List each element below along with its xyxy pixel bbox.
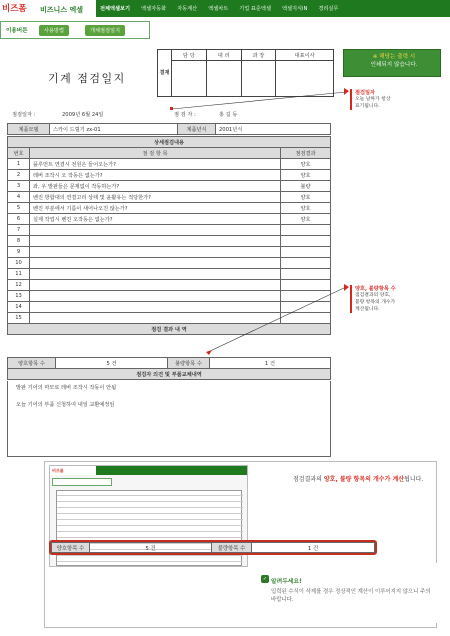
- zoom-callout-post: 됩니다.: [404, 476, 424, 483]
- nav-excel-chart[interactable]: 엑셀차트: [208, 6, 229, 12]
- opinion-line: 발판 기어의 마모로 레버 조작시 작동이 안됨: [16, 385, 117, 391]
- opinion-line: 오늘 기어의 부품 신청하여 내일 교환예정임: [16, 402, 115, 408]
- approval-header: 담 당: [172, 50, 207, 61]
- inspection-log-button[interactable]: 개체점검일지: [85, 25, 125, 36]
- mini-sheet-row: [57, 509, 243, 514]
- bad-count-value: 1 건: [210, 358, 331, 369]
- bad-count-label: 불량항목 수: [168, 358, 210, 369]
- tip-box: [249, 563, 439, 623]
- date-callout: [350, 89, 398, 110]
- row-result[interactable]: 양호: [281, 159, 331, 170]
- date-callout-body1: 오늘 날짜가 항상: [355, 97, 391, 102]
- nav-excel-knowledge[interactable]: 엑셀지식iN: [281, 6, 308, 12]
- inspector-label: 점 검 자 :: [174, 112, 196, 118]
- zoom-callout: [293, 474, 423, 483]
- nav-auto-calc[interactable]: 자동계산: [177, 6, 198, 12]
- row-number: 11: [8, 269, 30, 280]
- approval-header: 대표이사: [276, 50, 334, 61]
- mini-sheet-row: [57, 497, 243, 502]
- row-number: 13: [8, 291, 30, 302]
- row-result[interactable]: 양호: [281, 214, 331, 225]
- nav-all-excel[interactable]: 전체엑셀보기: [100, 6, 131, 12]
- mini-sheet-row: [57, 491, 243, 496]
- row-item[interactable]: 좌, 우 발판들은 문제없이 작동하는가?: [30, 181, 281, 192]
- inspector-value[interactable]: 홍 길 동: [219, 112, 238, 118]
- date-callout-body2: 표기됩니다.: [355, 104, 380, 109]
- count-callout-title: 양호, 불량항목 수: [355, 286, 396, 292]
- row-number: 12: [8, 280, 30, 291]
- row-result[interactable]: 양호: [281, 203, 331, 214]
- row-result[interactable]: 불량: [281, 181, 331, 192]
- tip-body: 입력된 수식이 삭제를 경우 정상적인 계산이 이루어지지 않으니 주의 바랍니다.: [271, 589, 431, 603]
- row-result[interactable]: 양호: [281, 170, 331, 181]
- logo-sub-text: 비즈니스 엑셀: [40, 6, 84, 14]
- row-number: 15: [8, 313, 30, 324]
- mini-sheet-row: [57, 557, 243, 562]
- good-count-value: 5 건: [56, 358, 168, 369]
- row-item[interactable]: 레버 조작시 오 작동은 없는가?: [30, 170, 281, 181]
- logo-main-text: 비즈폼: [2, 4, 27, 14]
- zoomed-bad-value: 1 건: [252, 543, 375, 553]
- summary-section-title: 점검 결과 내 역: [8, 324, 331, 335]
- row-number: 9: [8, 247, 30, 258]
- mini-sheet-row: [57, 515, 243, 520]
- print-notice-line2: 인쇄되지 않습니다.: [370, 62, 418, 68]
- zoomed-bad-label: 불량항목 수: [212, 543, 252, 553]
- mini-sheet-row: [57, 533, 243, 538]
- good-count-label: 양호항목 수: [8, 358, 56, 369]
- usage-label: 이용버튼: [6, 28, 28, 34]
- row-item[interactable]: 벤진 방합대의 연결고리 상태 및 윤활유는 적당한가?: [30, 192, 281, 203]
- zoom-callout-emphasis: 양호, 불량 항목의 개수가 계산: [323, 476, 405, 483]
- count-callout-body2: 불량 항목의 개수가: [355, 300, 396, 305]
- zoomed-good-value: 5 건: [90, 543, 212, 553]
- model-label: 제품모델: [8, 124, 50, 135]
- nav-excel-automation[interactable]: 엑셀자동화: [141, 6, 167, 12]
- nav-corporate-standard[interactable]: 기업 표준엑셀: [239, 6, 271, 12]
- zoomed-summary-row: [49, 540, 377, 555]
- column-header-result: 점검결과: [281, 148, 331, 159]
- row-item[interactable]: 실제 작업시 벤진 오작동은 없는가?: [30, 214, 281, 225]
- row-item[interactable]: 플루먼트 연결시 전원은 들어오는가?: [30, 159, 281, 170]
- year-label: 제품년식: [178, 124, 216, 135]
- count-callout-body3: 계산됩니다.: [355, 307, 380, 312]
- count-callout: [350, 285, 408, 313]
- row-number: 3: [8, 181, 30, 192]
- zoomed-good-label: 양호항목 수: [52, 543, 90, 553]
- detail-section-title: 상세점검내용: [8, 137, 331, 148]
- model-value[interactable]: 스카이 드릴기 zx-01: [50, 124, 178, 135]
- approval-header: 과 장: [241, 50, 276, 61]
- column-header-no: 번호: [8, 148, 30, 159]
- mini-logo: 비즈폼: [50, 466, 96, 475]
- document-title: 기계 점검일지: [48, 72, 126, 85]
- row-result[interactable]: 양호: [281, 192, 331, 203]
- mini-sheet-row: [57, 527, 243, 532]
- row-number: 7: [8, 225, 30, 236]
- count-callout-body1: 점검결과의 양호,: [355, 293, 391, 298]
- date-callout-title: 점검일자: [355, 90, 376, 96]
- approval-header: 대 리: [206, 50, 241, 61]
- nav-accounting[interactable]: 경리실무: [318, 6, 339, 12]
- print-notice-line1: ※ 해당는 출력 시: [372, 54, 416, 60]
- how-to-use-button[interactable]: 사용방법: [39, 25, 69, 36]
- row-item[interactable]: 벤진 부분에서 기름이 새어나오진 않는가?: [30, 203, 281, 214]
- info-icon: ✓: [262, 576, 268, 582]
- tip-title: 알려두세요!: [271, 579, 302, 585]
- opinion-section-title: 점검자 의견 및 부품교체내역: [8, 369, 331, 380]
- row-number: 2: [8, 170, 30, 181]
- row-number: 4: [8, 192, 30, 203]
- column-header-item: 점 검 항 목: [30, 148, 281, 159]
- zoom-callout-pre: 점검결과의: [293, 476, 324, 483]
- row-number: 8: [8, 236, 30, 247]
- row-number: 5: [8, 203, 30, 214]
- date-label: 점검일자 :: [12, 112, 36, 118]
- year-value[interactable]: 2001년식: [216, 124, 331, 135]
- row-number: 6: [8, 214, 30, 225]
- row-number: 10: [8, 258, 30, 269]
- row-number: 14: [8, 302, 30, 313]
- row-number: 1: [8, 159, 30, 170]
- approval-group-label: 결재: [158, 50, 172, 97]
- mini-sheet-row: [57, 521, 243, 526]
- date-value[interactable]: 2009년 6월 24일: [62, 112, 104, 118]
- mini-sheet-row: [57, 503, 243, 508]
